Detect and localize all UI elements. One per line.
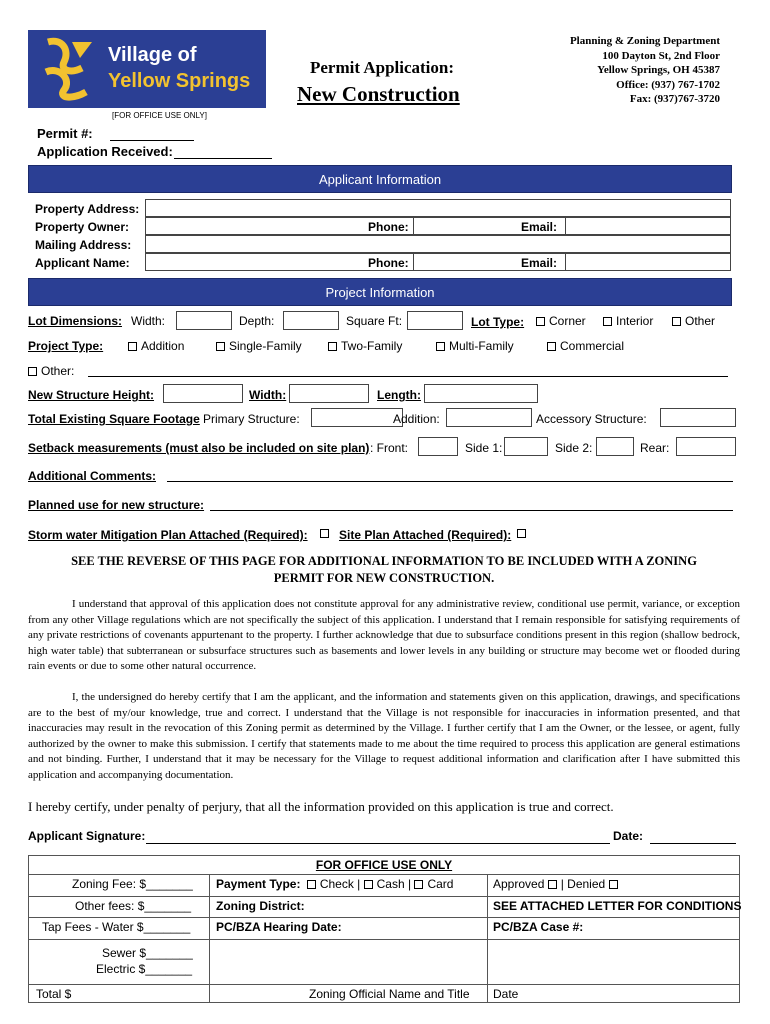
storm-water-checkbox[interactable] bbox=[320, 529, 329, 538]
primary-structure-label: Primary Structure: bbox=[203, 412, 300, 426]
permit-number-label: Permit #: bbox=[37, 126, 93, 141]
payment-type-label: Payment Type: bbox=[216, 877, 301, 891]
divider-phone-2 bbox=[413, 253, 414, 271]
additional-comments-line[interactable] bbox=[167, 481, 733, 482]
col-line-1 bbox=[209, 874, 210, 1002]
form-title: Permit Application: bbox=[310, 58, 455, 77]
addition-sq-field[interactable] bbox=[446, 408, 532, 427]
dept-address1: 100 Dayton St, 2nd Floor bbox=[602, 49, 720, 62]
certification-paragraph: I, the undersigned do hereby certify that I am the applicant, and the information and statements given on this application, drawings, and specifications are to the best of my/our knowledge, true and correct. I understand that the Village is not responsible for inaccuracies in information presented, and that inaccuracies may result in the revocation of this Zoning permit as determined by the Village. I further certify that I am the Owner, or the lessee, or agent, fully authorized by the owner to make this submission. I certify that statements made to me about the time required to process this application are general estimations and not binding. Further, I understand that it may be necessary for the Village to request additional information and clarification after I have submitted this application and accompanying documentation. bbox=[28, 691, 740, 781]
applicant-email-label: Email: bbox=[521, 256, 558, 270]
office-date-label: Date bbox=[493, 987, 519, 1001]
disclaimer-paragraph: I understand that approval of this application does not constitute approval for any administrative review, conditional use permit, variance, or exception from any other Village regulations which are not specifically the subject of this application. I understand that I remain responsible for satisfying requirements of any private restrictions of covenants appurtenant to the property. I further acknowledge that due to subsurface conditions present in this region (shallow bedrock, high water table) that subterranean or subsurface structures such as basements and lower levels in any building or structure may become wet or flooded during rain events or due to some other natural occurrence. bbox=[28, 598, 740, 673]
project-type-multi-family[interactable] bbox=[436, 339, 514, 353]
commercial-checkbox[interactable] bbox=[547, 342, 556, 351]
reverse-notice bbox=[28, 553, 740, 587]
other-lot-checkbox[interactable] bbox=[672, 317, 681, 326]
total-square-footage-label: Total Existing Square Footage bbox=[28, 412, 200, 426]
property-owner-label: Property Owner: bbox=[35, 220, 130, 234]
logo-line1: Village of bbox=[108, 44, 197, 66]
owner-email-label: Email: bbox=[521, 220, 558, 234]
application-received-label: Application Received: bbox=[37, 144, 173, 159]
property-owner-field[interactable] bbox=[145, 217, 731, 235]
zoning-fee: Zoning Fee: $_______ bbox=[72, 877, 193, 891]
planned-use-line[interactable] bbox=[210, 510, 733, 511]
divider-phone-1 bbox=[413, 217, 414, 235]
additional-comments-label: Additional Comments: bbox=[28, 469, 156, 483]
interior-checkbox[interactable] bbox=[603, 317, 612, 326]
zoning-district-label: Zoning District: bbox=[216, 899, 305, 913]
payment-cash-checkbox[interactable] bbox=[364, 880, 373, 889]
denied-checkbox[interactable] bbox=[609, 880, 618, 889]
signature-date-label: Date: bbox=[613, 829, 644, 843]
setback-rear-field[interactable] bbox=[676, 437, 736, 456]
structure-length-field[interactable] bbox=[424, 384, 538, 403]
row-line-2 bbox=[29, 896, 739, 897]
office-table-title: FOR OFFICE USE ONLY bbox=[315, 858, 453, 872]
lot-type-other[interactable] bbox=[672, 314, 715, 328]
conditions-note: SEE ATTACHED LETTER FOR CONDITIONS bbox=[493, 899, 742, 913]
case-number-label: PC/BZA Case #: bbox=[493, 920, 584, 934]
project-info-bar: Project Information bbox=[28, 278, 732, 306]
tap-fees-water: Tap Fees - Water $_______ bbox=[42, 920, 191, 934]
setback-side2-field[interactable] bbox=[596, 437, 634, 456]
lot-width-label: Width: bbox=[131, 314, 166, 328]
site-plan-label: Site Plan Attached (Required): bbox=[339, 528, 512, 542]
payment-check-label: Check | bbox=[319, 877, 361, 891]
dept-address2: Yellow Springs, OH 45387 bbox=[597, 64, 720, 77]
row-line-5 bbox=[29, 984, 739, 985]
commercial-label: Commercial bbox=[560, 339, 625, 353]
zoning-official-label: Zoning Official Name and Title bbox=[309, 987, 470, 1001]
other-project-checkbox[interactable] bbox=[28, 367, 37, 376]
applicant-phone-label: Phone: bbox=[368, 256, 409, 270]
setback-front-field[interactable] bbox=[418, 437, 458, 456]
interior-label: Interior bbox=[616, 314, 654, 328]
hearing-date-label: PC/BZA Hearing Date: bbox=[216, 920, 342, 934]
lot-dimensions-label: Lot Dimensions: bbox=[28, 314, 123, 328]
addition-sq-label: Addition: bbox=[393, 412, 440, 426]
two-family-checkbox[interactable] bbox=[328, 342, 337, 351]
structure-width-label: Width: bbox=[249, 388, 287, 402]
setback-label: Setback measurements (must also be included on site plan) bbox=[28, 441, 370, 455]
divider-email-1 bbox=[565, 217, 566, 235]
setback-side2-label: Side 2: bbox=[555, 441, 593, 455]
department-block bbox=[570, 34, 720, 107]
addition-label: Addition bbox=[141, 339, 185, 353]
logo bbox=[28, 30, 266, 108]
setback-side1-label: Side 1: bbox=[465, 441, 503, 455]
reverse-notice-line2: PERMIT FOR NEW CONSTRUCTION. bbox=[273, 571, 495, 585]
other-project-label: Other: bbox=[41, 364, 75, 378]
property-address-field[interactable] bbox=[145, 199, 731, 217]
setback-front-label: : Front: bbox=[370, 441, 409, 455]
planned-use-label: Planned use for new structure: bbox=[28, 498, 205, 512]
approved-label: Approved bbox=[493, 877, 545, 891]
lot-depth-field[interactable] bbox=[283, 311, 339, 330]
project-type-label: Project Type: bbox=[28, 339, 104, 353]
payment-card-checkbox[interactable] bbox=[414, 880, 423, 889]
structure-length-label: Length: bbox=[377, 388, 421, 402]
signature-line[interactable] bbox=[146, 843, 610, 844]
property-address-label: Property Address: bbox=[35, 202, 140, 216]
corner-label: Corner bbox=[549, 314, 586, 328]
lot-depth-label: Depth: bbox=[239, 314, 275, 328]
applicant-name-label: Applicant Name: bbox=[35, 256, 130, 270]
form-subtitle: New Construction bbox=[297, 82, 460, 106]
setback-rear-label: Rear: bbox=[640, 441, 670, 455]
logo-mark-icon bbox=[42, 36, 104, 102]
approved-checkbox[interactable] bbox=[548, 880, 557, 889]
signature-date-line[interactable] bbox=[650, 843, 736, 844]
sewer-fee: Sewer $_______ bbox=[102, 946, 193, 960]
structure-width-field[interactable] bbox=[289, 384, 369, 403]
application-received-line[interactable] bbox=[174, 158, 272, 159]
two-family-label: Two-Family bbox=[341, 339, 403, 353]
approval-status bbox=[493, 877, 622, 891]
storm-water-label: Storm water Mitigation Plan Attached (Required): bbox=[28, 528, 308, 542]
applicant-info-bar: Applicant Information bbox=[28, 165, 732, 193]
row-line-4 bbox=[29, 939, 739, 940]
reverse-notice-line1: SEE THE REVERSE OF THIS PAGE FOR ADDITIONAL INFORMATION TO BE INCLUDED WITH A ZONING bbox=[71, 554, 697, 568]
payment-cash-label: Cash | bbox=[376, 877, 412, 891]
permit-number-line[interactable] bbox=[110, 140, 194, 141]
project-type-addition[interactable] bbox=[128, 339, 184, 353]
signature-label: Applicant Signature: bbox=[28, 829, 146, 843]
single-family-checkbox[interactable] bbox=[216, 342, 225, 351]
payment-card-label: Card bbox=[427, 877, 454, 891]
other-project-line[interactable] bbox=[88, 376, 728, 377]
mailing-address-field[interactable] bbox=[145, 235, 731, 253]
project-type-single-family[interactable] bbox=[216, 339, 302, 353]
multi-family-label: Multi-Family bbox=[449, 339, 514, 353]
square-ft-label: Square Ft: bbox=[346, 314, 403, 328]
electric-fee: Electric $_______ bbox=[96, 962, 193, 976]
project-type-other[interactable] bbox=[28, 364, 74, 378]
owner-phone-label: Phone: bbox=[368, 220, 409, 234]
site-plan-checkbox[interactable] bbox=[517, 529, 526, 538]
primary-structure-field[interactable] bbox=[311, 408, 403, 427]
project-type-two-family[interactable] bbox=[328, 339, 402, 353]
mailing-address-label: Mailing Address: bbox=[35, 238, 132, 252]
accessory-structure-field[interactable] bbox=[660, 408, 736, 427]
structure-height-label: New Structure Height: bbox=[28, 388, 155, 402]
square-ft-field[interactable] bbox=[407, 311, 463, 330]
corner-checkbox[interactable] bbox=[536, 317, 545, 326]
dept-office: Office: (937) 767-1702 bbox=[616, 78, 720, 91]
applicant-name-field[interactable] bbox=[145, 253, 731, 271]
lot-width-field[interactable] bbox=[176, 311, 232, 330]
addition-checkbox[interactable] bbox=[128, 342, 137, 351]
divider-email-2 bbox=[565, 253, 566, 271]
lot-type-interior[interactable] bbox=[603, 314, 653, 328]
setback-side1-field[interactable] bbox=[504, 437, 548, 456]
structure-height-field[interactable] bbox=[163, 384, 243, 403]
dept-fax: Fax: (937)767-3720 bbox=[629, 93, 720, 106]
single-family-label: Single-Family bbox=[229, 339, 302, 353]
project-type-commercial[interactable] bbox=[547, 339, 624, 353]
payment-type bbox=[216, 877, 453, 891]
row-line-3 bbox=[29, 917, 739, 918]
payment-check-checkbox[interactable] bbox=[307, 880, 316, 889]
multi-family-checkbox[interactable] bbox=[436, 342, 445, 351]
row-line-1 bbox=[29, 874, 739, 875]
other-fees: Other fees: $_______ bbox=[75, 899, 192, 913]
office-use-note: [FOR OFFICE USE ONLY] bbox=[112, 111, 207, 120]
other-lot-label: Other bbox=[685, 314, 716, 328]
total-fee: Total $ bbox=[36, 987, 72, 1001]
denied-label: | Denied bbox=[560, 877, 606, 891]
col-line-2 bbox=[487, 874, 488, 1002]
lot-type-label: Lot Type: bbox=[471, 315, 525, 329]
dept-name: Planning & Zoning Department bbox=[569, 35, 720, 47]
accessory-structure-label: Accessory Structure: bbox=[536, 412, 647, 426]
logo-line2: Yellow Springs bbox=[108, 70, 251, 92]
perjury-statement: I hereby certify, under penalty of perjury, that all the information provided on this application is true and correct. bbox=[28, 799, 614, 814]
lot-type-corner[interactable] bbox=[536, 314, 586, 328]
